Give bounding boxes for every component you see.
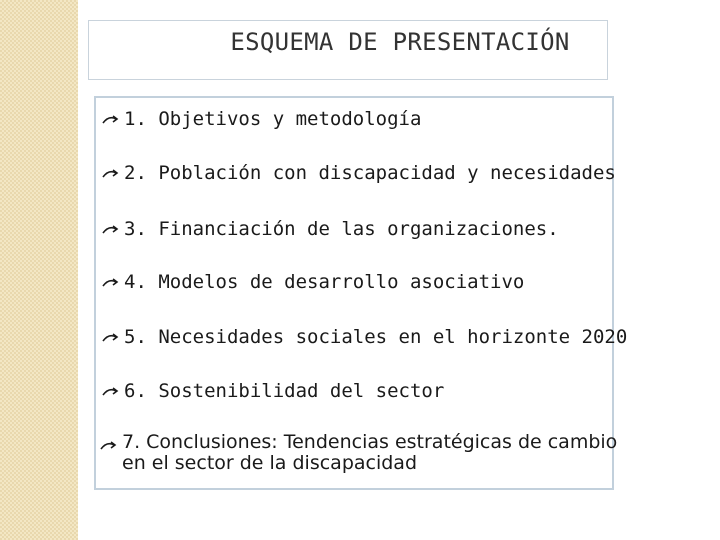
curved-arrow-bullet-icon <box>101 332 119 344</box>
curved-arrow-bullet-icon <box>101 168 119 180</box>
decorative-side-pattern <box>0 0 78 540</box>
list-item-label: 5. Necesidades sociales en el horizonte 2020 <box>124 326 628 348</box>
curved-arrow-bullet-icon <box>101 386 119 398</box>
list-item-label: 1. Objetivos y metodología <box>124 108 422 130</box>
list-item <box>94 432 634 482</box>
list-item-label: 2. Población con discapacidad y necesidades <box>124 162 616 184</box>
slide-title: ESQUEMA DE PRESENTACIÓN <box>230 28 570 56</box>
curved-arrow-bullet-icon <box>101 224 119 236</box>
list-item-label: 6. Sostenibilidad del sector <box>124 380 445 402</box>
curved-arrow-bullet-icon <box>99 440 117 452</box>
list-item-label: 7. Conclusiones: Tendencias estratégicas de cambio en el sector de la discapacidad <box>122 431 618 474</box>
list-item-label: 3. Financiación de las organizaciones. <box>124 218 559 240</box>
list-item-label: 4. Modelos de desarrollo asociativo <box>124 271 525 293</box>
curved-arrow-bullet-icon <box>101 277 119 289</box>
curved-arrow-bullet-icon <box>101 114 119 126</box>
